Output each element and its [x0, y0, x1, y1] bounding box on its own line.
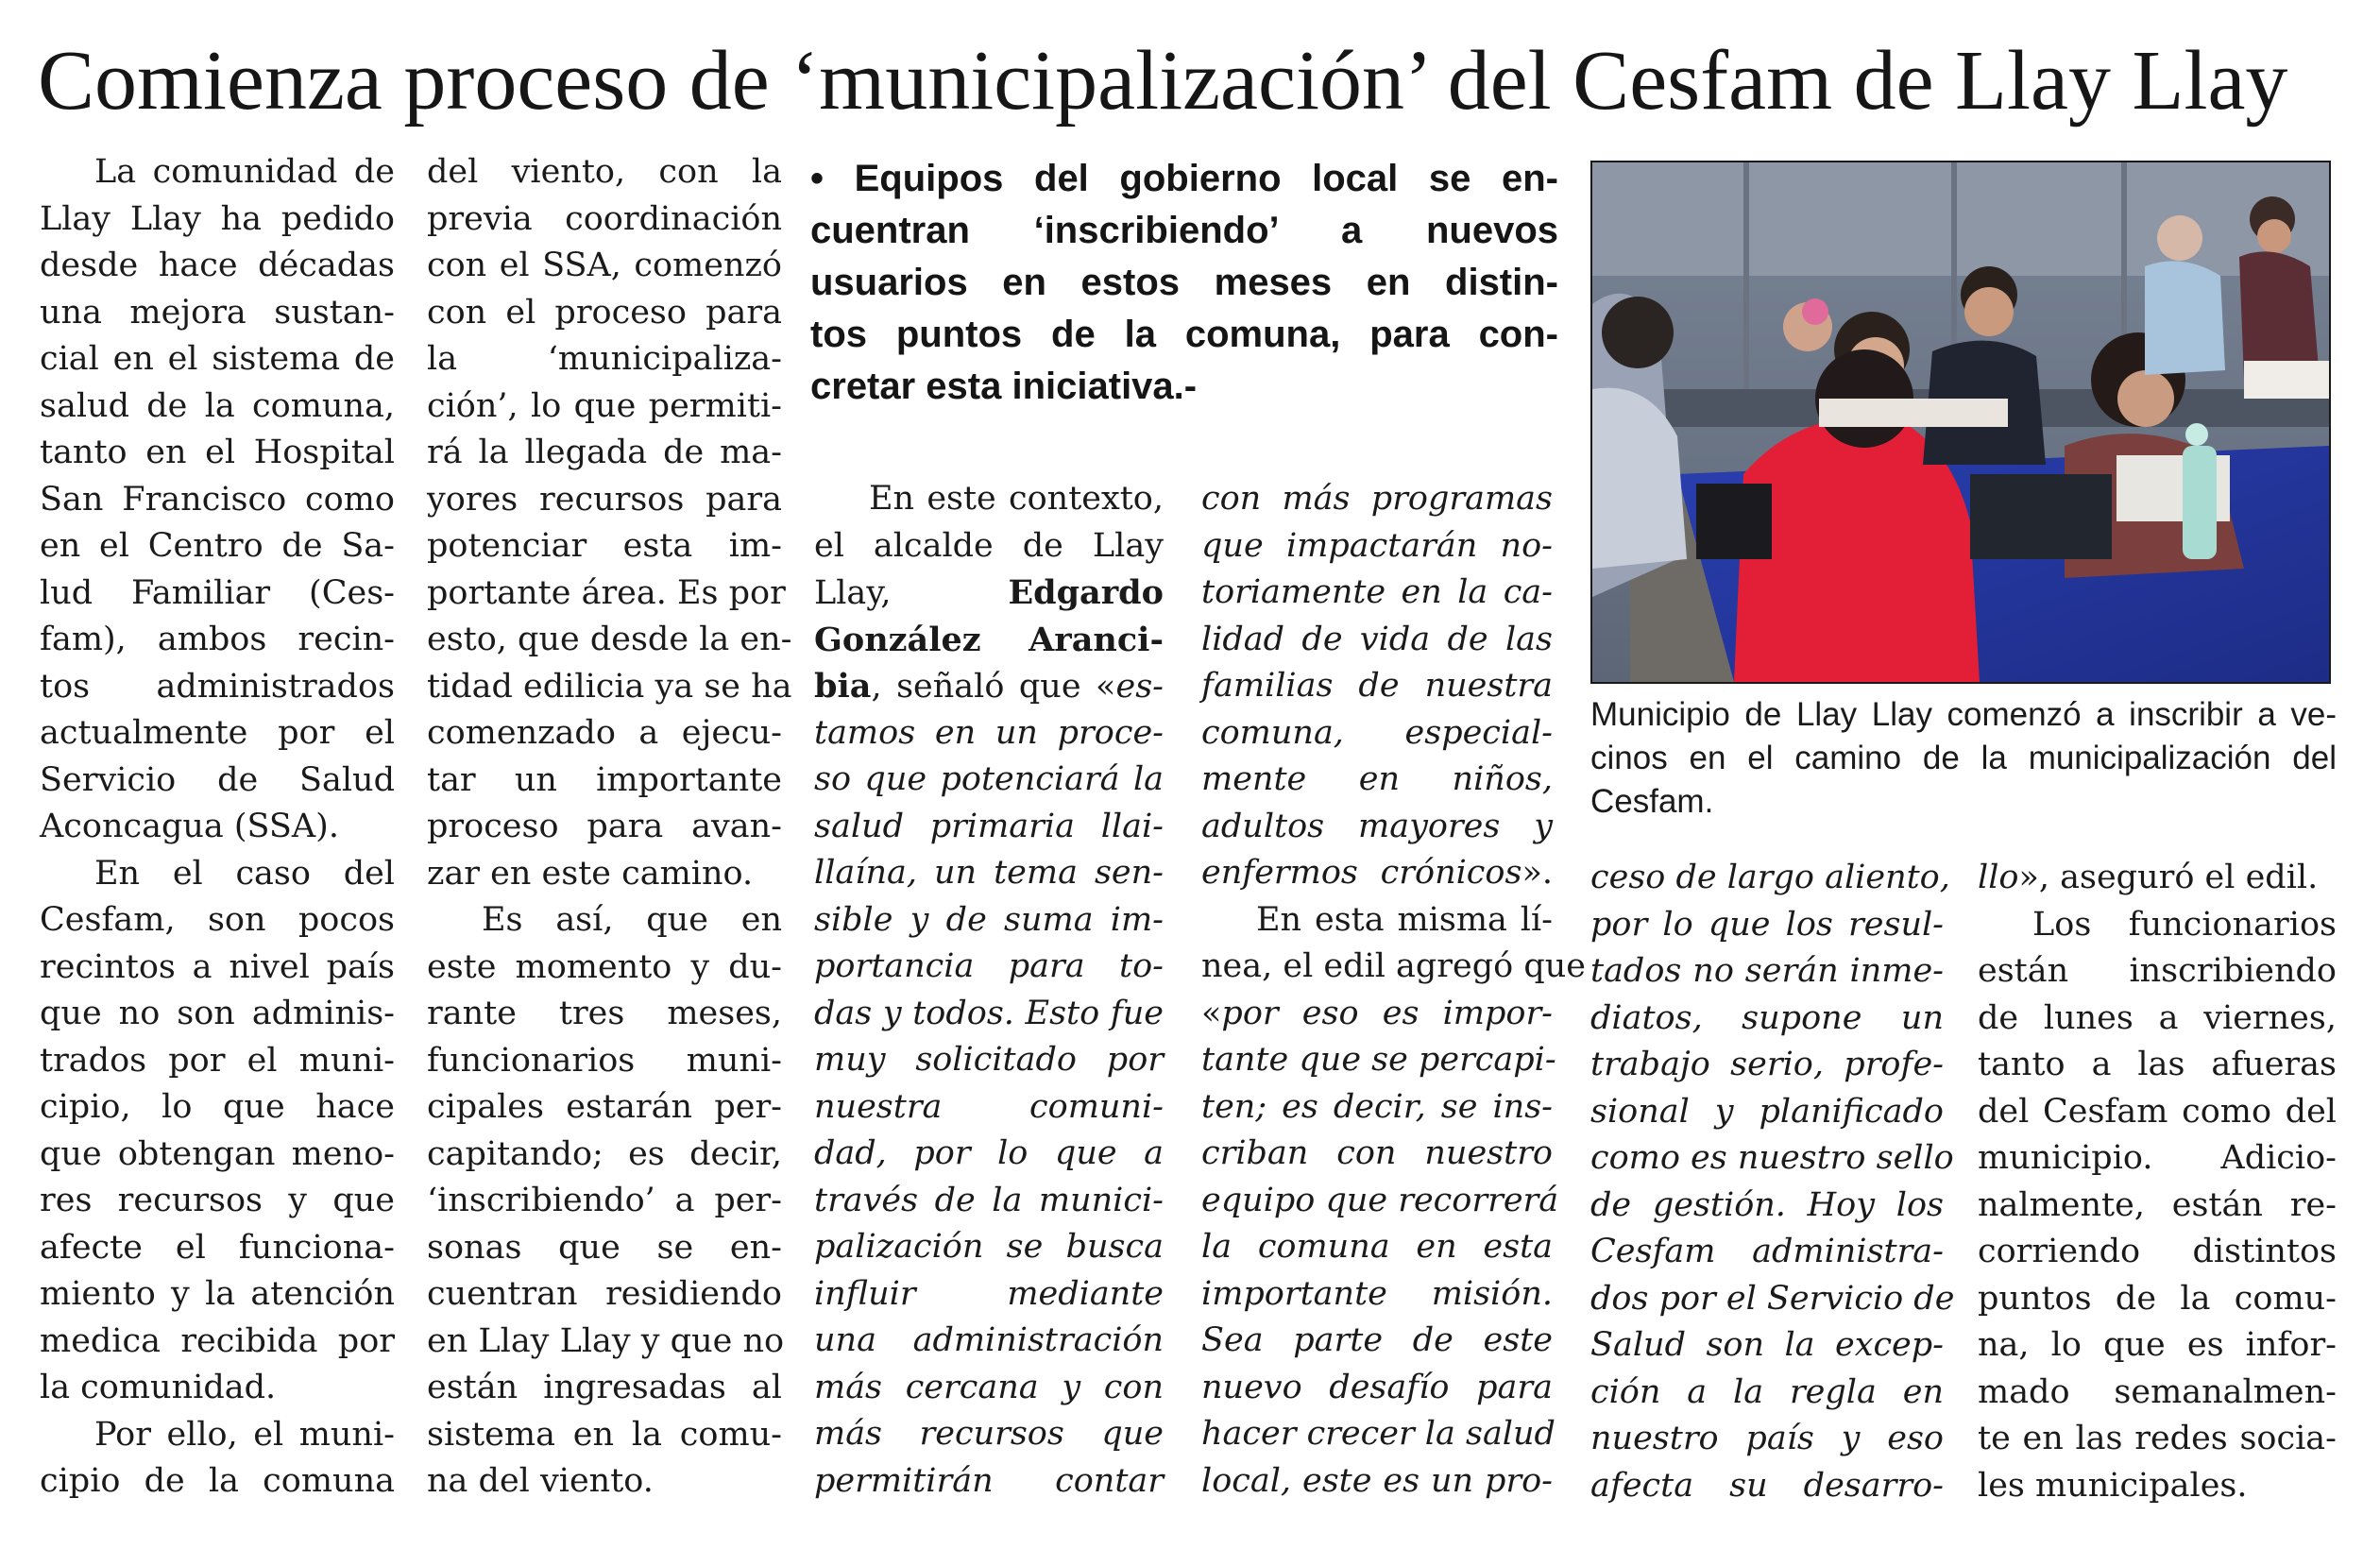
text-line: que impactarán no-	[1201, 526, 1553, 565]
text-line: enfermos crónicos».	[1201, 854, 1553, 892]
text-line: dos por el Servicio de	[1590, 1279, 1955, 1318]
mayor-name: González Aranci-	[814, 620, 1164, 659]
text-line: están inscribiendo	[1978, 952, 2337, 990]
text-line: Los funcionarios	[2032, 905, 2337, 944]
text-line: previa coordinación	[427, 199, 782, 238]
lead-line: cuentran ‘inscribiendo’ a nuevos	[810, 210, 1558, 251]
headline: Comienza proceso de ‘municipalización’ del Cesfam de Llay Llay	[38, 34, 2288, 128]
text-line: que obtengan meno-	[40, 1134, 395, 1173]
text-line: de gestión. Hoy los	[1590, 1185, 1944, 1224]
text-line: ‘inscribiendo’ a per-	[427, 1182, 782, 1219]
text-line: por lo que los resul-	[1590, 905, 1944, 944]
text-line: equipo que recorrerá	[1201, 1181, 1559, 1219]
text-line: ción a la regla en	[1590, 1372, 1944, 1411]
text-line: bia, señaló que «es-	[814, 667, 1164, 706]
photo-caption	[1590, 693, 2337, 824]
text-line: res recursos y que	[40, 1182, 395, 1219]
text-line: nea, el edil agregó que	[1201, 947, 1587, 985]
text-line: tidad edilicia ya se ha	[427, 667, 792, 706]
text-line: del Cesfam como del	[1978, 1092, 2337, 1131]
text-line: na, lo que es infor-	[1978, 1326, 2337, 1364]
text-line: portancia para to-	[814, 947, 1164, 985]
text-line: tar un importante	[427, 760, 782, 799]
text-line: cipales estarán per-	[427, 1088, 782, 1126]
text-line: Por ello, el muni-	[94, 1415, 395, 1454]
text-line: como es nuestro sello	[1590, 1139, 1954, 1177]
text-line: influir mediante	[814, 1274, 1164, 1313]
text-line: Llay, Edgardo	[814, 573, 1164, 612]
text-line: cial en el sistema de	[40, 340, 395, 378]
text-line: potenciar esta im-	[427, 527, 782, 565]
text-line: puntos de la comu-	[1978, 1279, 2337, 1318]
text-line: so que potenciará la	[814, 760, 1164, 798]
text-line: Salud son la excep-	[1590, 1326, 1944, 1364]
text-line: más recursos que	[814, 1415, 1164, 1453]
text-line: miento y la atención	[40, 1275, 395, 1313]
text-line: «por eso es impor-	[1201, 994, 1553, 1032]
text-line: rá la llegada de ma-	[427, 434, 782, 471]
text-line: del viento, con la	[427, 153, 782, 191]
text-line: municipio. Adicio-	[1978, 1139, 2337, 1177]
article-lead	[810, 153, 1558, 413]
text-line: Servicio de Salud	[40, 760, 395, 799]
text-line: portante área. Es por	[427, 573, 786, 612]
text-line: criban con nuestro	[1201, 1134, 1553, 1172]
text-line: afecte el funciona-	[40, 1228, 395, 1267]
text-line: la comunidad.	[40, 1369, 277, 1406]
text-line: mente en niños,	[1201, 760, 1553, 798]
lead-line: tos puntos de la comuna, para con-	[810, 314, 1558, 355]
article-column-1	[40, 149, 395, 1506]
text-line: importante misión.	[1201, 1274, 1553, 1313]
text-line: través de la munici-	[814, 1181, 1164, 1219]
article-column-2	[427, 149, 792, 1506]
text-line: Llay Llay ha pedido	[40, 199, 395, 238]
text-line: tados no serán inme-	[1590, 952, 1944, 990]
text-line: llaína, un tema sen-	[814, 854, 1164, 892]
text-line: te en las redes socia-	[1978, 1420, 2337, 1457]
text-line: zar en este camino.	[427, 854, 754, 893]
text-line: comuna, especial-	[1201, 713, 1553, 752]
text-line: ción’, lo que permiti-	[427, 386, 782, 425]
text-line: con el proceso para	[427, 293, 782, 332]
lead-line: usuarios en estos meses en distin-	[810, 262, 1558, 303]
text-line: mado semanalmen-	[1978, 1372, 2337, 1411]
text-line: tamos en un proce-	[814, 713, 1164, 752]
article-column-6	[1978, 855, 2337, 1509]
caption-line: Municipio de Llay Llay comenzó a inscribir a ve-	[1590, 696, 2337, 733]
text-line: San Francisco como	[40, 480, 395, 519]
text-line: En este contexto,	[869, 480, 1164, 518]
text-line: Es así, que en	[482, 901, 782, 939]
text-line: adultos mayores y	[1201, 807, 1553, 845]
text-line: permitirán contar	[814, 1461, 1164, 1500]
article-column-5	[1590, 855, 1955, 1509]
text-line: recintos a nivel país	[40, 947, 395, 986]
photo-image	[1592, 162, 2329, 682]
article-column-4	[1201, 476, 1587, 1505]
text-line: ten; es decir, se ins-	[1201, 1087, 1553, 1126]
text-line: Cesfam, son pocos	[40, 901, 395, 939]
text-line: funcionarios muni-	[427, 1041, 782, 1080]
text-line: una administración	[814, 1321, 1164, 1359]
text-line: hacer crecer la salud	[1201, 1415, 1556, 1453]
text-line: la comuna en esta	[1201, 1228, 1553, 1266]
text-line: lud Familiar (Ces-	[40, 573, 395, 612]
text-line: lidad de vida de las	[1201, 620, 1553, 658]
text-line: les municipales.	[1978, 1466, 2248, 1505]
text-line: cipio de la comuna	[40, 1462, 395, 1500]
text-line: con más programas	[1201, 480, 1553, 518]
text-line: el alcalde de Llay	[814, 526, 1164, 565]
text-line: afecta su desarro-	[1590, 1466, 1944, 1505]
text-line: das y todos. Esto fue	[814, 994, 1164, 1032]
text-line: este momento y du-	[427, 947, 782, 986]
text-line: sible y de suma im-	[814, 900, 1164, 939]
text-line: tos administrados	[40, 667, 395, 706]
text-line: familias de nuestra	[1201, 667, 1553, 705]
text-line: sonas que se en-	[427, 1228, 782, 1267]
text-line: sistema en la comu-	[427, 1415, 782, 1454]
lead-line: • Equipos del gobierno local se en-	[810, 158, 1558, 199]
text-line: esto, que desde la en-	[427, 621, 792, 658]
text-line: cuentran residiendo	[427, 1275, 782, 1313]
text-line: fam), ambos recin-	[40, 621, 395, 658]
text-line: rante tres meses,	[427, 995, 782, 1032]
text-line: que no son adminis-	[40, 995, 395, 1032]
text-line: dad, por lo que a	[814, 1134, 1164, 1172]
text-line: na del viento.	[427, 1462, 654, 1500]
text-line: Sea parte de este	[1201, 1321, 1553, 1359]
text-line: nuevo desafío para	[1201, 1368, 1553, 1406]
text-line: salud primaria llai-	[814, 807, 1164, 845]
text-line: en el Centro de Sa-	[40, 527, 395, 565]
text-line: toriamente en la ca-	[1201, 573, 1553, 611]
text-line: nuestro país y eso	[1590, 1420, 1944, 1457]
text-line: proceso para avan-	[427, 808, 782, 845]
text-line: La comunidad de	[94, 153, 395, 191]
text-line: palización se busca	[814, 1228, 1164, 1266]
text-line: con el SSA, comenzó	[427, 247, 782, 284]
text-line: actualmente por el	[40, 714, 395, 752]
text-line: llo», aseguró el edil.	[1978, 859, 2319, 896]
text-line: más cercana y con	[814, 1368, 1164, 1406]
text-line: En esta misma lí-	[1256, 900, 1553, 939]
text-line: capitando; es decir,	[427, 1134, 782, 1173]
text-line: medica recibida por	[40, 1321, 395, 1360]
mayor-name: Edgardo	[1008, 573, 1164, 612]
text-line: sional y planificado	[1590, 1092, 1944, 1131]
text-line: tanto a las afueras	[1978, 1046, 2337, 1083]
text-line: cipio, lo que hace	[40, 1088, 395, 1126]
text-line: yores recursos para	[427, 480, 782, 519]
text-line: Aconcagua (SSA).	[40, 808, 339, 845]
lead-line: cretar esta iniciativa.-	[810, 366, 1198, 407]
text-line: trabajo serio, profe-	[1590, 1046, 1944, 1083]
text-line: están ingresadas al	[427, 1369, 782, 1406]
text-line: la ‘municipaliza-	[427, 340, 782, 378]
text-line: corriendo distintos	[1978, 1233, 2337, 1270]
text-line: Cesfam administra-	[1590, 1233, 1944, 1270]
text-line: en Llay Llay y que no	[427, 1321, 785, 1360]
text-line: ceso de largo aliento,	[1590, 859, 1950, 896]
text-line: tante que se percapi-	[1201, 1041, 1556, 1079]
caption-line: cinos en el camino de la municipalización del	[1590, 740, 2337, 776]
article-column-3	[814, 476, 1164, 1505]
text-line: de lunes a viernes,	[1978, 998, 2337, 1037]
article-photo	[1590, 161, 2331, 684]
text-line: tanto en el Hospital	[40, 434, 395, 471]
text-line: En el caso del	[94, 854, 395, 893]
text-line: muy solicitado por	[814, 1041, 1164, 1079]
text-line: desde hace décadas	[40, 247, 395, 284]
text-line: trados por el muni-	[40, 1041, 395, 1080]
text-line: diatos, supone un	[1590, 998, 1944, 1037]
text-line: comenzado a ejecu-	[427, 714, 782, 752]
text-line: nuestra comuni-	[814, 1087, 1164, 1126]
text-line: local, este es un pro-	[1201, 1461, 1553, 1500]
text-line: nalmente, están re-	[1978, 1185, 2337, 1224]
text-line: salud de la comuna,	[40, 386, 395, 425]
text-line: una mejora sustan-	[40, 293, 395, 332]
caption-line: Cesfam.	[1590, 783, 1714, 820]
